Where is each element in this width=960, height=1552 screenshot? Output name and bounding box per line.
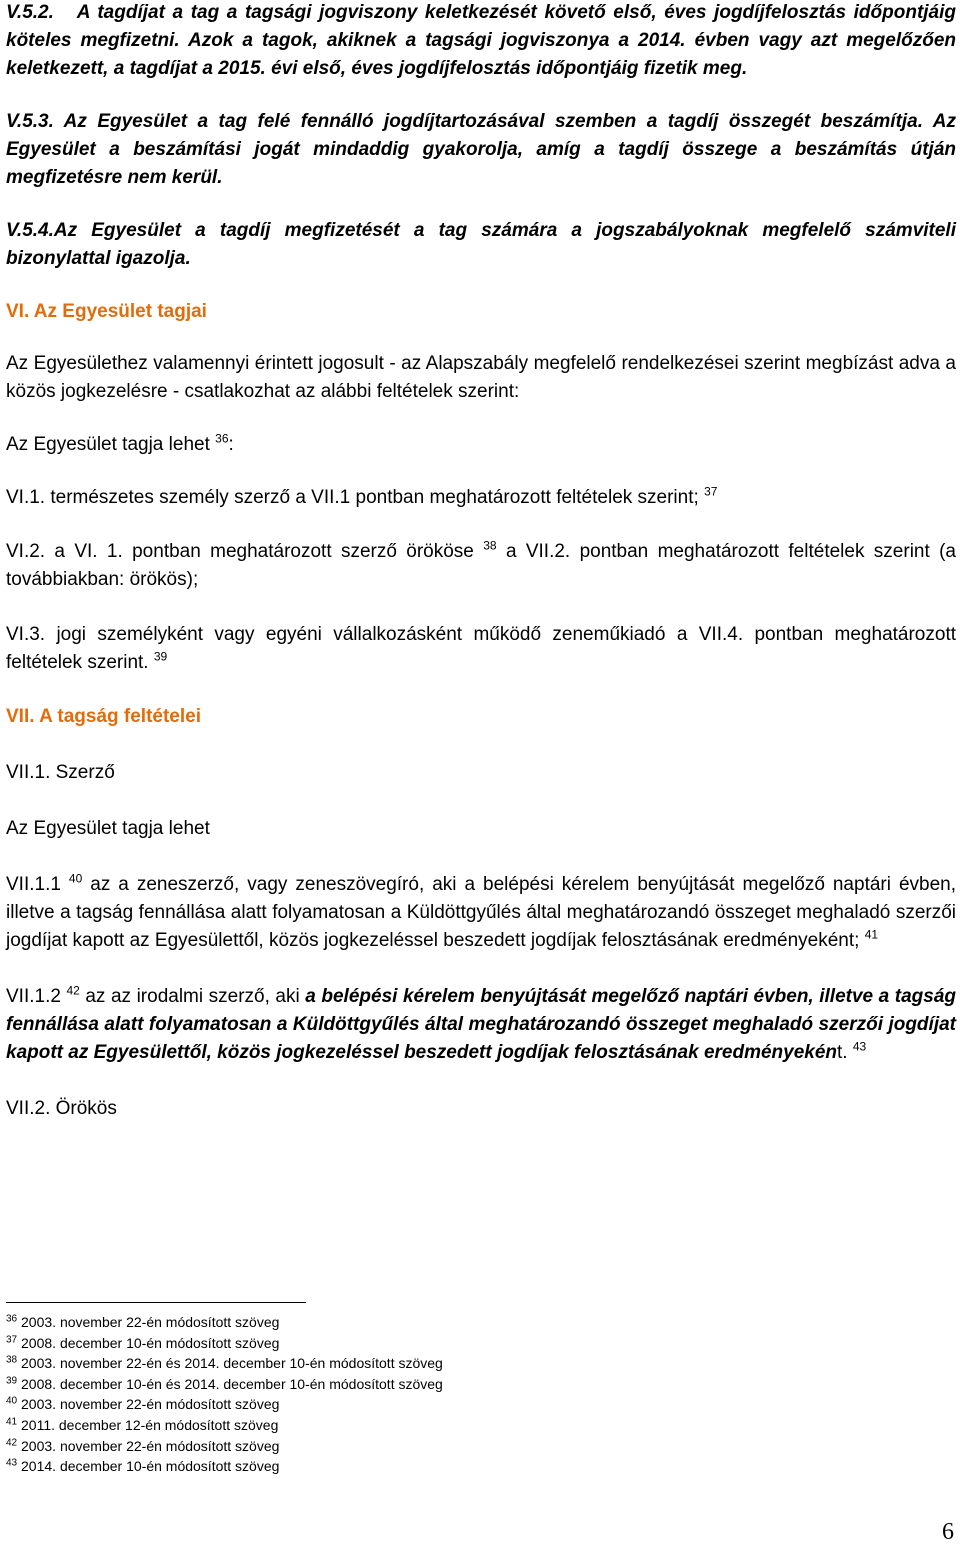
footnote-item [6, 1374, 606, 1395]
footnote-text: 2003. november 22-én módosított szöveg [21, 1396, 280, 1413]
footnote-text: 2003. november 22-én módosított szöveg [21, 1437, 280, 1454]
subsection-title-vii-1: VII.1. Szerző [6, 762, 115, 783]
footnote-ref[interactable]: 38 [483, 538, 497, 553]
footnotes [6, 1302, 606, 1477]
paragraph-vi-2 [6, 538, 956, 594]
footnote-text: 2003. november 22-én módosított szöveg [21, 1314, 280, 1330]
paragraph-vii-1-2 [6, 983, 956, 1067]
footnote-divider [6, 1302, 306, 1303]
document-page [6, 0, 956, 1123]
footnote-number: 42 [6, 1436, 18, 1448]
paragraph-text: VI.2. a VI. 1. pontban meghatározott szerző örököse [6, 541, 474, 562]
section-heading-vi: VI. Az Egyesület tagjai [6, 301, 207, 322]
page-number: 6 [942, 1519, 954, 1545]
footnote-item [6, 1333, 606, 1354]
paragraph-text: az az irodalmi szerző, aki [79, 986, 306, 1007]
footnote-ref[interactable]: 43 [852, 1039, 867, 1054]
footnote-text: 2003. november 22-én és 2014. december 10-én módosított szöveg [21, 1355, 443, 1372]
paragraph-vii-1-lead: Az Egyesület tagja lehet [6, 818, 210, 839]
paragraph-text: A tagdíjat a tag a tagsági jogviszony keletkezését követő első, éves jogdíjfelosztás időpontjáig köteles megfizetni. Azok a tagok, akiknek a tagsági jogviszonya a 2014. évben vagy azt megelőzően keletkezett, a tagdíjat a 2015. évi első, éves jogdíjfelosztás időpontjáig fizetik meg. [6, 2, 957, 79]
footnote-number: 41 [6, 1416, 18, 1428]
paragraph-text: az a zeneszerző, vagy zeneszövegíró, aki a belépési kérelem benyújtását megelőző naptári évben, illetve a tagság fennállása alatt folyamatosan a Küldöttgyűlés által meghatározandó összeget meghaladó szerzői jogdíjat kapott az Egyesülettől, közös jogkezeléssel beszedett jogdíjak felosztásának eredményeként; [6, 874, 956, 951]
footnote-ref[interactable]: 40 [68, 871, 83, 886]
section-heading-vii: VII. A tagság feltételei [6, 706, 201, 727]
paragraph-vi-1 [6, 484, 956, 512]
section-number: VII.1.1 [6, 874, 61, 895]
footnote-ref[interactable]: 41 [864, 927, 879, 942]
paragraph-v-5-3 [6, 108, 956, 192]
footnote-ref[interactable]: 42 [66, 983, 80, 998]
footnote-number: 43 [6, 1457, 18, 1469]
paragraph-member-line [6, 431, 956, 459]
footnote-text: 2008. december 10-én és 2014. december 10-én módosított szöveg [21, 1375, 443, 1392]
section-number: V.5.4 [6, 220, 49, 241]
paragraph-vi-intro: Az Egyesülethez valamennyi érintett jogosult - az Alapszabály megfelelő rendelkezései szerint megbízást adva a közös jogkezelésre - csatlakozhat az alábbi feltételek szerint: [6, 353, 956, 402]
footnote-number: 39 [6, 1375, 18, 1387]
footnote-number: 40 [6, 1395, 18, 1407]
paragraph-text-cont: a VII.2. pontban meghatározott feltételek szerint (a továbbiakban: örökös); [6, 541, 957, 590]
footnote-item [6, 1353, 606, 1374]
footnote-ref[interactable]: 39 [153, 649, 168, 664]
paragraph-v-5-4 [6, 217, 956, 273]
footnote-number: 38 [6, 1354, 18, 1366]
subsection-title-vii-2: VII.2. Örökös [6, 1098, 117, 1119]
paragraph-tail: : [228, 434, 234, 455]
section-number: V.5.3. [6, 111, 54, 132]
paragraph-v-5-2 [6, 0, 956, 83]
footnote-text: 2008. december 10-én módosított szöveg [21, 1334, 280, 1351]
footnote-number: 37 [6, 1333, 18, 1345]
footnote-number: 36 [6, 1313, 18, 1325]
paragraph-text: Az Egyesület a tag felé fennálló jogdíjtartozásával szemben a tagdíj összegét beszámítja. Az Egyesület a beszámítási jogát mindaddig gyakorolja, amíg a tagdíj összege a beszámítás útján megfizetésre nem kerül. [6, 111, 956, 188]
footnote-list [6, 1312, 606, 1477]
footnote-ref[interactable]: 37 [704, 484, 718, 499]
footnote-item [6, 1456, 606, 1477]
section-number: VII.1.2 [6, 986, 61, 1007]
paragraph-text: .Az Egyesület a tagdíj megfizetését a tag számára a jogszabályoknak megfelelő számviteli bizonylattal igazolja. [6, 220, 956, 269]
paragraph-emphasis: a belépési kérelem benyújtását megelőző naptári évben, illetve a tagság fennállása alatt folyamatosan a Küldöttgyűlés által meghatározandó összeget meghaladó szerzői jogdíjat kapott az Egyesülettől, közös jogkezeléssel beszedett jogdíjak felosztásának eredményekén [6, 986, 956, 1063]
footnote-text: 2014. december 10-én módosított szöveg [21, 1458, 280, 1475]
footnote-item [6, 1312, 606, 1333]
section-number: V.5.2. [6, 2, 54, 23]
paragraph-text: Az Egyesület tagja lehet [6, 434, 210, 455]
paragraph-text: VI.3. jogi személyként vagy egyéni vállalkozásként működő zeneműkiadó a VII.4. pontban meghatározott feltételek szerint. [6, 624, 956, 673]
footnote-item [6, 1415, 606, 1436]
footnote-item [6, 1436, 606, 1457]
paragraph-vii-1-1 [6, 871, 956, 955]
paragraph-text: VI.1. természetes személy szerző a VII.1 pontban meghatározott feltételek szerint; [6, 487, 699, 508]
footnote-ref[interactable]: 36 [215, 431, 229, 446]
footnote-item [6, 1394, 606, 1415]
paragraph-tail: t. [837, 1042, 848, 1063]
paragraph-vi-3 [6, 621, 956, 677]
footnote-text: 2011. december 12-én módosított szöveg [21, 1416, 279, 1433]
